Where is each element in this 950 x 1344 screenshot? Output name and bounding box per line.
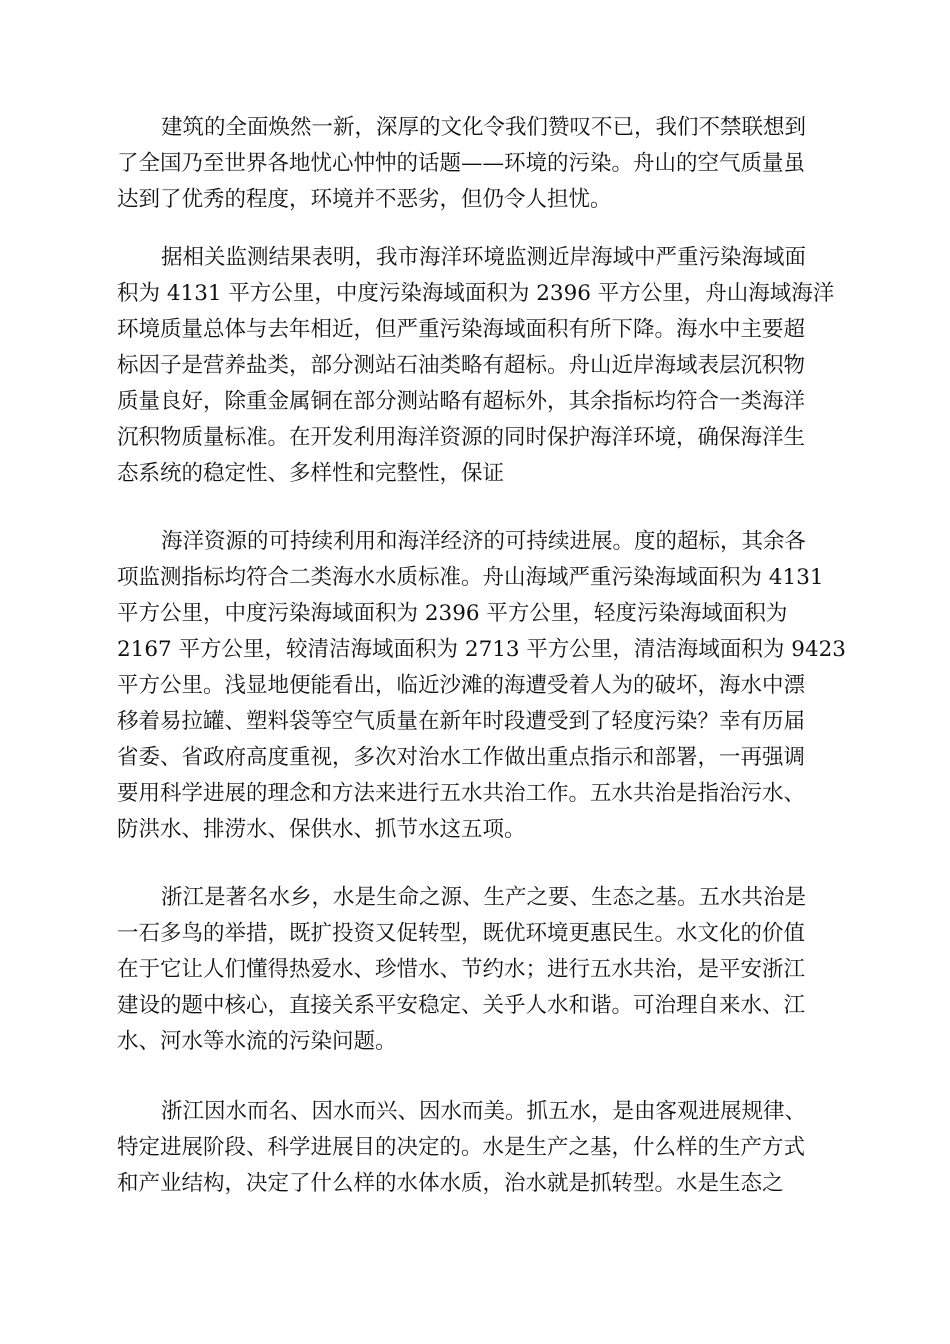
paragraph-5-line-2: 特定进展阶段、科学进展目的决定的。水是生产之基，什么样的生产方式 [117,1135,806,1160]
paragraph-3-line-6: 移着易拉罐、塑料袋等空气质量在新年时段遭受到了轻度污染？幸有历届 [117,709,806,734]
paragraph-2-line-6: 沉积物质量标准。在开发利用海洋资源的同时保护海洋环境，确保海洋生 [117,425,806,450]
paragraph-5-line-3: 和产业结构，决定了什么样的水体水质，治水就是抓转型。水是生态之 [117,1171,784,1196]
paragraph-2-line-4: 标因子是营养盐类，部分测站石油类略有超标。舟山近岸海域表层沉积物 [117,353,806,378]
paragraph-4-line-2: 一石多鸟的举措，既扩投资又促转型，既优环境更惠民生。水文化的价值 [117,921,806,946]
paragraph-5-line-1: 浙江因水而名、因水而兴、因水而美。抓五水，是由客观进展规律、 [161,1099,807,1124]
paragraph-3-line-8: 要用科学进展的理念和方法来进行五水共治工作。五水共治是指治污水、 [117,781,806,806]
paragraph-3-line-5: 平方公里。浅显地便能看出，临近沙滩的海遭受着人为的破坏，海水中漂 [117,673,806,698]
paragraph-3-line-3: 平方公里，中度污染海域面积为 2396 平方公里，轻度污染海域面积为 [117,601,788,626]
paragraph-3-line-9: 防洪水、排涝水、保供水、抓节水这五项。 [117,817,526,842]
paragraph-4-line-3: 在于它让人们懂得热爱水、珍惜水、节约水；进行五水共治，是平安浙江 [117,957,806,982]
paragraph-4-line-5: 水、河水等水流的污染问题。 [117,1029,397,1054]
paragraph-2-line-3: 环境质量总体与去年相近，但严重污染海域面积有所下降。海水中主要超 [117,317,806,342]
paragraph-2-line-7: 态系统的稳定性、多样性和完整性，保证 [117,461,505,486]
paragraph-2-line-5: 质量良好，除重金属铜在部分测站略有超标外，其余指标均符合一类海洋 [117,389,806,414]
paragraph-3-line-4: 2167 平方公里，较清洁海域面积为 2713 平方公里，清洁海域面积为 9423 [117,637,846,662]
paragraph-3-line-1: 海洋资源的可持续利用和海洋经济的可持续进展。度的超标，其余各 [161,529,807,554]
paragraph-3-line-2: 项监测指标均符合二类海水水质标准。舟山海域严重污染海域面积为 4131 [117,565,824,590]
paragraph-1-line-1: 建筑的全面焕然一新，深厚的文化令我们赞叹不已，我们不禁联想到 [161,115,807,140]
paragraph-1-line-3: 达到了优秀的程度，环境并不恶劣，但仍令人担忧。 [117,187,612,212]
paragraph-2-line-2: 积为 4131 平方公里，中度污染海域面积为 2396 平方公里，舟山海域海洋 [117,281,835,306]
paragraph-2-line-1: 据相关监测结果表明，我市海洋环境监测近岸海域中严重污染海域面 [161,245,807,270]
paragraph-4-line-1: 浙江是著名水乡，水是生命之源、生产之要、生态之基。五水共治是 [161,885,807,910]
paragraph-3-line-7: 省委、省政府高度重视，多次对治水工作做出重点指示和部署，一再强调 [117,745,806,770]
paragraph-1-line-2: 了全国乃至世界各地忧心忡忡的话题——环境的污染。舟山的空气质量虽 [117,151,806,176]
paragraph-4-line-4: 建设的题中核心，直接关系平安稳定、关乎人水和谐。可治理自来水、江 [117,993,806,1018]
